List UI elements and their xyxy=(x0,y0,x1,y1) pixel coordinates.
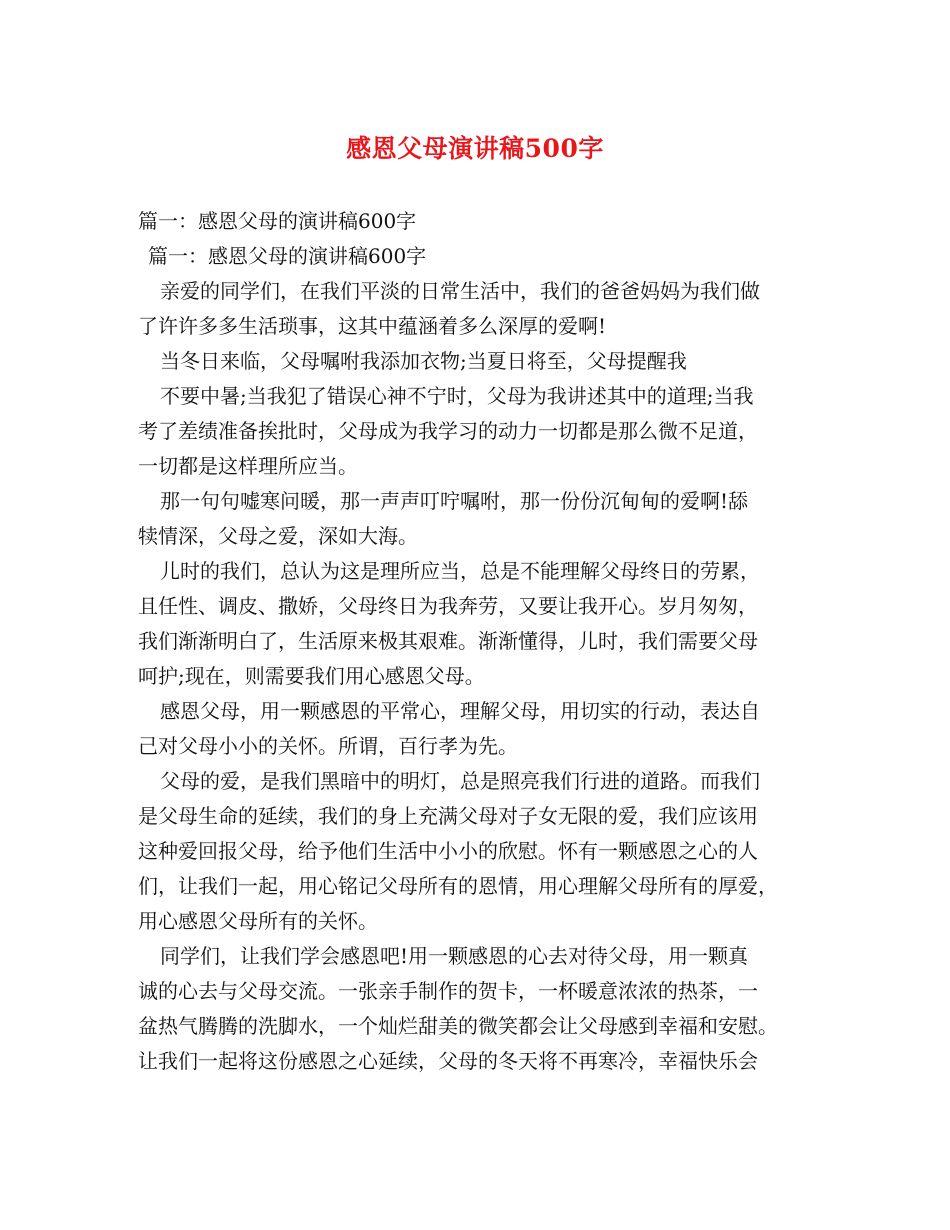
paragraph-line: 了许许多多生活琐事，这其中蕴涵着多么深厚的爱啊! xyxy=(138,314,607,338)
paragraph-line: 当冬日来临，父母嘱咐我添加衣物;当夏日将至，父母提醒我 xyxy=(160,349,687,373)
paragraph-line: 我们渐渐明白了，生活原来极其艰难。渐渐懂得，儿时，我们需要父母 xyxy=(138,629,758,653)
document-title: 感恩父母演讲稿500字 xyxy=(346,134,604,163)
paragraph-line: 让我们一起将这份感恩之心延续，父母的冬天将不再寒冷，幸福快乐会 xyxy=(138,1049,758,1073)
paragraph-line: 父母的爱，是我们黑暗中的明灯，总是照亮我们行进的道路。而我们 xyxy=(160,769,760,793)
document-body xyxy=(138,204,828,1079)
paragraph-line: 同学们，让我们学会感恩吧!用一颗感恩的心去对待父母，用一颗真 xyxy=(160,944,749,968)
paragraph-line: 那一句句嘘寒问暖，那一声声叮咛嘱咐，那一份份沉甸甸的爱啊!舔 xyxy=(160,489,749,513)
paragraph-line: 犊情深，父母之爱，深如大海。 xyxy=(138,524,418,548)
paragraph-line: 用心感恩父母所有的关怀。 xyxy=(138,909,378,933)
paragraph-line: 亲爱的同学们，在我们平淡的日常生活中，我们的爸爸妈妈为我们做 xyxy=(160,279,760,303)
paragraph-line: 儿时的我们，总认为这是理所应当，总是不能理解父母终日的劳累， xyxy=(160,559,760,583)
paragraph-line: 这种爱回报父母，给予他们生活中小小的欣慰。怀有一颗感恩之心的人 xyxy=(138,839,758,863)
section-subheading: 篇一：感恩父母的演讲稿600字 xyxy=(148,244,427,268)
paragraph-line: 一切都是这样理所应当。 xyxy=(138,454,358,478)
paragraph-line: 考了差绩准备挨批时，父母成为我学习的动力一切都是那么微不足道， xyxy=(138,419,758,443)
paragraph-line: 且任性、调皮、撒娇，父母终日为我奔劳，又要让我开心。岁月匆匆， xyxy=(138,594,758,618)
section-heading: 篇一：感恩父母的演讲稿600字 xyxy=(138,209,417,233)
paragraph-line: 是父母生命的延续，我们的身上充满父母对子女无限的爱，我们应该用 xyxy=(138,804,758,828)
paragraph-line: 们，让我们一起，用心铭记父母所有的恩情，用心理解父母所有的厚爱， xyxy=(138,874,778,898)
paragraph-line: 己对父母小小的关怀。所谓，百行孝为先。 xyxy=(138,734,518,758)
paragraph-line: 诚的心去与父母交流。一张亲手制作的贺卡，一杯暖意浓浓的热茶，一 xyxy=(138,979,758,1003)
paragraph-line: 感恩父母，用一颗感恩的平常心，理解父母，用切实的行动，表达自 xyxy=(160,699,760,723)
paragraph-line: 不要中暑;当我犯了错误心神不宁时，父母为我讲述其中的道理;当我 xyxy=(160,384,754,408)
paragraph-line: 呵护;现在，则需要我们用心感恩父母。 xyxy=(138,664,485,688)
paragraph-line: 盆热气腾腾的洗脚水，一个灿烂甜美的微笑都会让父母感到幸福和安慰。 xyxy=(138,1014,778,1038)
